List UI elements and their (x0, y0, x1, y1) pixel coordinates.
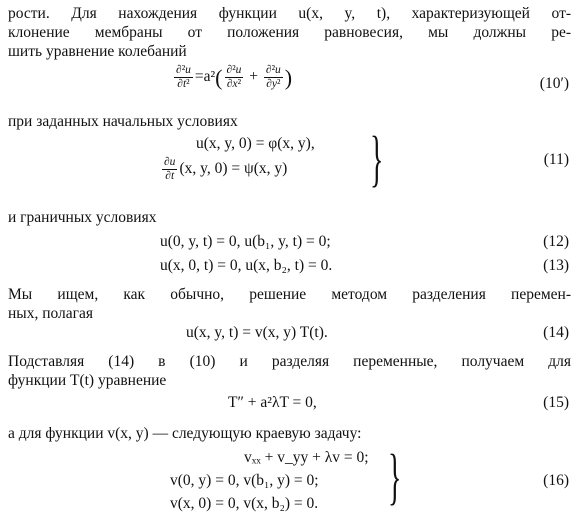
equation-16-number: (16) (543, 472, 569, 489)
equation-13: u(x, 0, t) = 0, u(x, b₂, t) = 0. (160, 257, 333, 274)
text-line-2: клонение мембраны от положения равновесия, мы должны ре- (8, 24, 571, 41)
text-line-3: шить уравнение колебаний (8, 43, 187, 60)
text-line-4: при заданных начальных условиях (8, 113, 238, 130)
text-line-5: и граничных условиях (8, 209, 157, 226)
equation-11-b-rest: (x, y, 0) = ψ(x, y) (179, 160, 288, 178)
equation-12: u(0, y, t) = 0, u(b₁, y, t) = 0; (160, 233, 331, 250)
equation-11-number: (11) (543, 151, 569, 168)
text-line-8: Подставляя (14) в (10) и разделяя переменные, получаем для (8, 353, 571, 370)
text-line-6: Мы ищем, как обычно, решение методом разделения перемен- (8, 286, 571, 303)
equation-15-number: (15) (543, 394, 569, 411)
equation-15: T″ + a²λT = 0, (228, 394, 317, 411)
equation-10-prefix: =a² (194, 68, 216, 86)
equation-11-b: $\frac{\partial u}{\partial t}$ (x, y, 0) = ψ(x, y) (164, 156, 288, 182)
equation-16-a: vₓₓ + v_yy + λv = 0; (244, 449, 369, 466)
equation-14: u(x, y, t) = v(x, y) T(t). (186, 324, 328, 341)
equation-10-number: (10′) (539, 75, 569, 92)
text-line-7: ных, полагая (8, 305, 94, 322)
equation-16-b: v(0, y) = 0, v(b₁, y) = 0; (170, 472, 319, 489)
right-brace-16: } (388, 443, 402, 511)
equation-12-number: (12) (543, 233, 569, 250)
right-brace-11: } (370, 125, 384, 193)
equation-11-a: u(x, y, 0) = φ(x, y), (196, 135, 315, 152)
equation-16-c: v(x, 0) = 0, v(x, b₂) = 0. (170, 495, 319, 512)
text-line-9: функции T(t) уравнение (8, 372, 167, 389)
equation-13-number: (13) (543, 257, 569, 274)
equation-14-number: (14) (543, 324, 569, 341)
equation-10-prime: $\frac{\text{∂²u}}{\text{∂t²}}$ =a²( $\frac{\text{∂²u}}{\text{∂x²}}$ + $\frac{\text{∂²u}}{\text{∂y²}}$ ) (176, 64, 293, 90)
text-line-10: а для функции v(x, y) — следующую краевую задачу: (8, 425, 362, 442)
text-line-1: рости. Для нахождения функции u(x, y, t), характеризующей от- (8, 5, 571, 22)
